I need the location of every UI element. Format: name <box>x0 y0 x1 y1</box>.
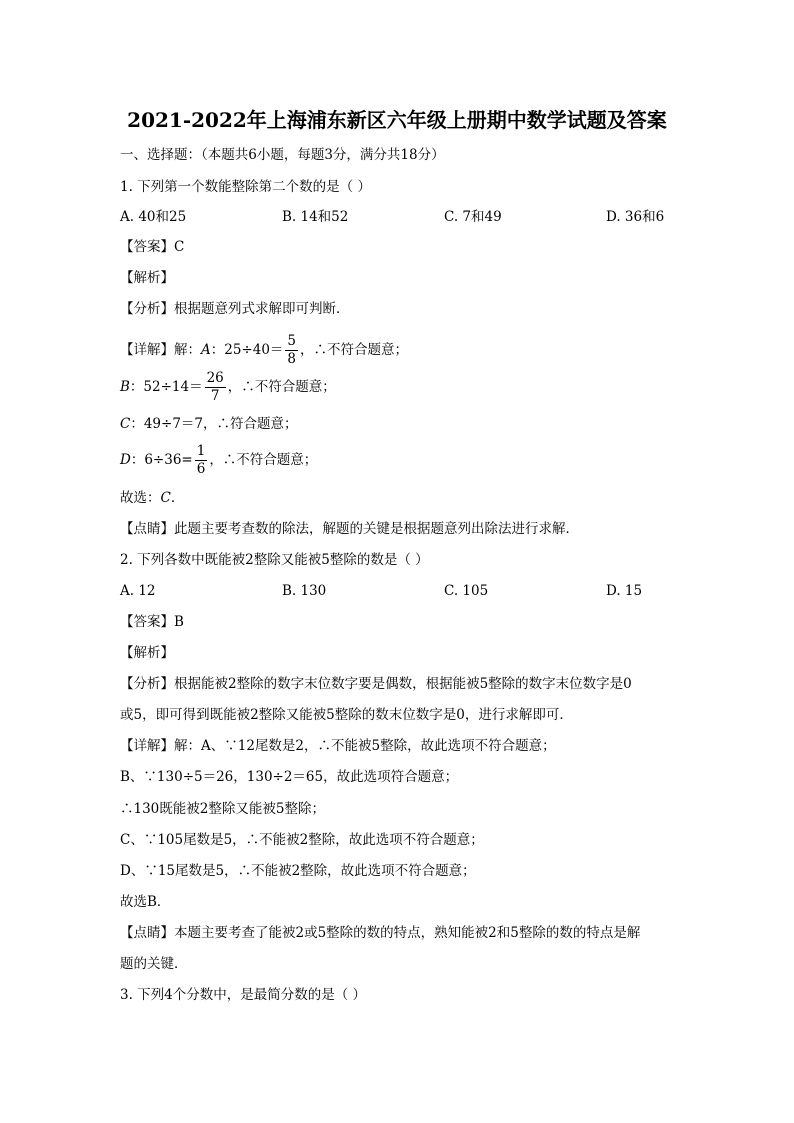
q1-detail-b-expr: ：52÷14＝ <box>129 379 203 395</box>
question-2-stem: 2. 下列各数中既能被2整除又能被5整除的数是（ ） <box>120 552 429 568</box>
q2-detail-c: C、∵105尾数是5，∴不能被2整除，故此选项不符合题意； <box>120 832 484 848</box>
q1-detail-b-fraction <box>205 369 226 404</box>
question-1-stem: 1. 下列第一个数能整除第二个数的是（ ） <box>120 179 371 195</box>
q1-detail-c <box>120 415 298 433</box>
fraction-denominator: 8 <box>287 351 297 367</box>
fraction-denominator: 7 <box>210 388 220 404</box>
q1-option-a: A. 40和25 <box>120 209 187 225</box>
q1-detail-a-prefix: 【详解】解： <box>120 342 201 358</box>
q1-detail-d-fraction <box>195 442 208 477</box>
q1-conclusion-letter: C <box>160 490 171 506</box>
q1-option-c: C. 7和49 <box>444 209 502 225</box>
q2-dianjing-line-1: 【点睛】本题主要考查了能被2或5整除的数的特点，熟知能被2和5整除的数的特点是解 <box>120 925 641 941</box>
q2-answer: 【答案】B <box>120 614 184 630</box>
q1-detail-a-suffix: ，∴不符合题意； <box>300 342 409 358</box>
section-heading: 一、选择题：（本题共6小题，每题3分，满分共18分） <box>120 147 445 163</box>
q1-detail-b-letter: B <box>120 379 130 395</box>
q2-analysis-label: 【解析】 <box>120 645 174 661</box>
q2-detail-b: B、∵130÷5＝26，130÷2＝65，故此选项符合题意； <box>120 769 459 785</box>
q1-analysis-label: 【解析】 <box>120 270 174 286</box>
q1-fenxi: 【分析】根据题意列式求解即可判断． <box>120 301 350 317</box>
page-title: 2021-2022年上海浦东新区六年级上册期中数学试题及答案 <box>127 108 667 132</box>
q2-conclusion: 故选B． <box>120 894 171 910</box>
fraction-numerator: 26 <box>205 372 226 389</box>
fraction-numerator: 5 <box>285 335 298 352</box>
q1-conclusion-suffix: ． <box>170 490 185 506</box>
q1-detail-c-letter: C <box>120 416 131 432</box>
q2-option-d: D. 15 <box>606 583 643 599</box>
q1-detail-a-fraction <box>285 332 298 367</box>
q1-option-b: B. 14和52 <box>282 209 349 225</box>
q1-detail-d <box>120 440 317 480</box>
q1-detail-a-letter: A <box>201 342 211 358</box>
q1-detail-d-suffix: ，∴不符合题意； <box>209 452 318 468</box>
q1-detail-a-expr: ：25÷40＝ <box>210 342 284 358</box>
q1-answer: 【答案】C <box>120 239 185 255</box>
question-3-stem: 3. 下列4个分数中，是最简分数的是（ ） <box>120 987 367 1003</box>
q1-detail-d-letter: D <box>120 452 131 468</box>
q2-option-b: B. 130 <box>282 583 327 599</box>
q1-conclusion <box>120 489 184 507</box>
fraction-numerator: 1 <box>195 445 208 462</box>
fraction-denominator: 6 <box>196 461 206 477</box>
q2-fenxi-line-1: 【分析】根据能被2整除的数字末位数字要是偶数，根据能被5整除的数字末位数字是0 <box>120 676 632 692</box>
q1-detail-d-expr: ：6÷36= <box>130 452 193 468</box>
q1-detail-c-expr: ：49÷7＝7，∴符合题意； <box>130 416 298 432</box>
q1-detail-a <box>120 330 408 370</box>
q2-fenxi-line-2: 或5，即可得到既能被2整除又能被5整除的数末位数字是0，进行求解即可． <box>120 707 573 723</box>
q2-detail-b2: ∴130既能被2整除又能被5整除； <box>120 801 325 817</box>
q1-dianjing: 【点睛】此题主要考查数的除法，解题的关键是根据题意列出除法进行求解． <box>120 521 579 537</box>
q1-detail-b-suffix: ，∴不符合题意； <box>227 379 336 395</box>
q2-detail-d: D、∵15尾数是5，∴不能被2整除，故此选项不符合题意； <box>120 863 476 879</box>
q1-option-d: D. 36和6 <box>606 209 665 225</box>
q2-detail-a: 【详解】解：A、∵12尾数是2，∴不能被5整除，故此选项不符合题意； <box>120 738 556 754</box>
q2-dianjing-line-2: 题的关键． <box>120 956 188 972</box>
q1-conclusion-prefix: 故选： <box>120 490 161 506</box>
q2-option-a: A. 12 <box>120 583 156 599</box>
q1-detail-b <box>120 367 336 407</box>
q2-option-c: C. 105 <box>444 583 489 599</box>
